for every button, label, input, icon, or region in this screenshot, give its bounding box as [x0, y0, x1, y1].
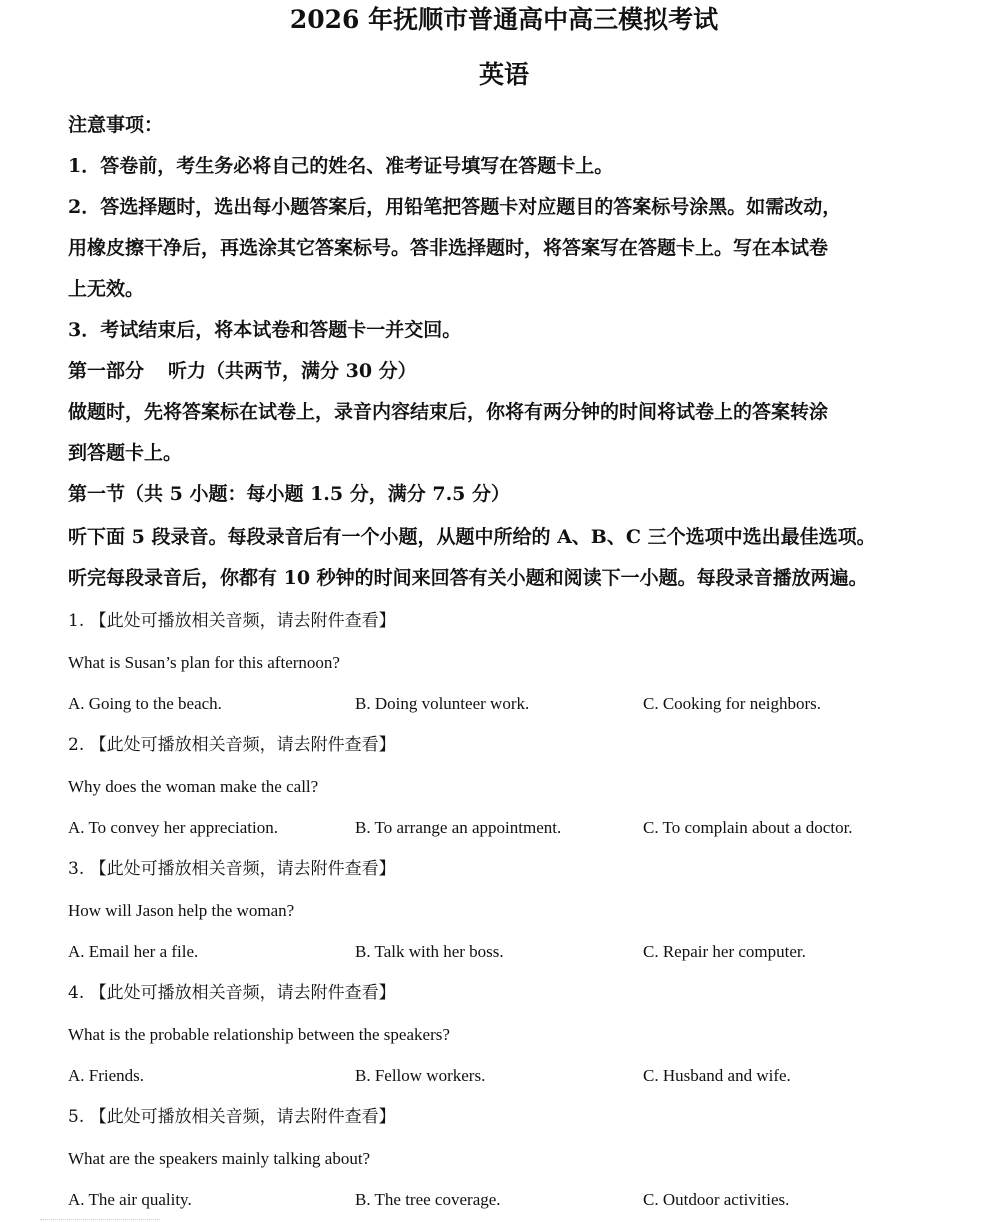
question-1-option-b: B. Doing volunteer work. — [355, 694, 530, 713]
page-footer-divider — [40, 1219, 160, 1224]
question-2-option-c: C. To complain about a doctor. — [643, 818, 853, 837]
notice-heading: 注意事项： — [68, 114, 164, 136]
question-4-option-a: A. Friends. — [68, 1066, 145, 1085]
question-4-option-c: C. Husband and wife. — [643, 1066, 791, 1085]
part1-instruction-line-2: 到答题卡上。 — [68, 442, 183, 464]
question-1-audio[interactable]: 1. 【此处可播放相关音频，请去附件查看】 — [68, 611, 396, 631]
question-1-option-a: A. Going to the beach. — [68, 694, 222, 713]
question-5-option-a: A. The air quality. — [68, 1190, 192, 1209]
question-2-text: Why does the woman make the call? — [68, 777, 319, 796]
part1-instruction-line-1: 做题时，先将答案标在试卷上，录音内容结束后，你将有两分钟的时间将试卷上的答案转涂 — [68, 401, 829, 423]
question-2-option-a: A. To convey her appreciation. — [68, 818, 278, 837]
question-4-text: What is the probable relationship between the speakers? — [68, 1025, 450, 1044]
part1-heading-label: 第一部分 — [68, 360, 145, 382]
question-2-option-b: B. To arrange an appointment. — [355, 818, 562, 837]
section1-instruction-line-1: 听下面 5 段录音。每段录音后有一个小题，从题中所给的 A、B、C 三个选项中选出最佳选项。 — [68, 526, 876, 548]
notice-item-1: 1．答卷前，考生务必将自己的姓名、准考证号填写在答题卡上。 — [68, 155, 614, 177]
notice-item-2-line-3: 上无效。 — [68, 278, 145, 300]
exam-title: 2026 年抚顺市普通高中高三模拟考试 — [289, 5, 719, 34]
section1-instruction-line-2: 听完每段录音后，你都有 10 秒钟的时间来回答有关小题和阅读下一小题。每段录音播放两遍。 — [68, 567, 868, 589]
question-3-option-c: C. Repair her computer. — [643, 942, 806, 961]
question-3-option-b: B. Talk with her boss. — [355, 942, 504, 961]
question-5-option-c: C. Outdoor activities. — [643, 1190, 790, 1209]
question-3-audio[interactable]: 3. 【此处可播放相关音频，请去附件查看】 — [68, 859, 396, 879]
question-5-text: What are the speakers mainly talking about? — [68, 1149, 371, 1168]
question-1-option-c: C. Cooking for neighbors. — [643, 694, 822, 713]
question-3-option-a: A. Email her a file. — [68, 942, 199, 961]
part1-heading — [68, 359, 417, 383]
question-3-text: How will Jason help the woman? — [68, 901, 295, 920]
question-5-audio[interactable]: 5. 【此处可播放相关音频，请去附件查看】 — [68, 1107, 396, 1127]
question-1-text: What is Susan’s plan for this afternoon? — [68, 653, 340, 672]
exam-subject: 英语 — [478, 60, 529, 89]
question-5-option-b: B. The tree coverage. — [355, 1190, 501, 1209]
part1-heading-text: 听力（共两节，满分 30 分） — [168, 360, 417, 382]
question-2-audio[interactable]: 2. 【此处可播放相关音频，请去附件查看】 — [68, 735, 396, 755]
question-4-option-b: B. Fellow workers. — [355, 1066, 486, 1085]
question-4-audio[interactable]: 4. 【此处可播放相关音频，请去附件查看】 — [68, 983, 396, 1003]
notice-item-2-line-1: 2．答选择题时，选出每小题答案后，用铅笔把答题卡对应题目的答案标号涂黑。如需改动， — [68, 196, 842, 218]
notice-item-3: 3．考试结束后，将本试卷和答题卡一并交回。 — [68, 319, 462, 341]
notice-item-2-line-2: 用橡皮擦干净后，再选涂其它答案标号。答非选择题时，将答案写在答题卡上。写在本试卷 — [68, 237, 829, 259]
section1-heading: 第一节（共 5 小题：每小题 1.5 分，满分 7.5 分） — [68, 483, 511, 505]
